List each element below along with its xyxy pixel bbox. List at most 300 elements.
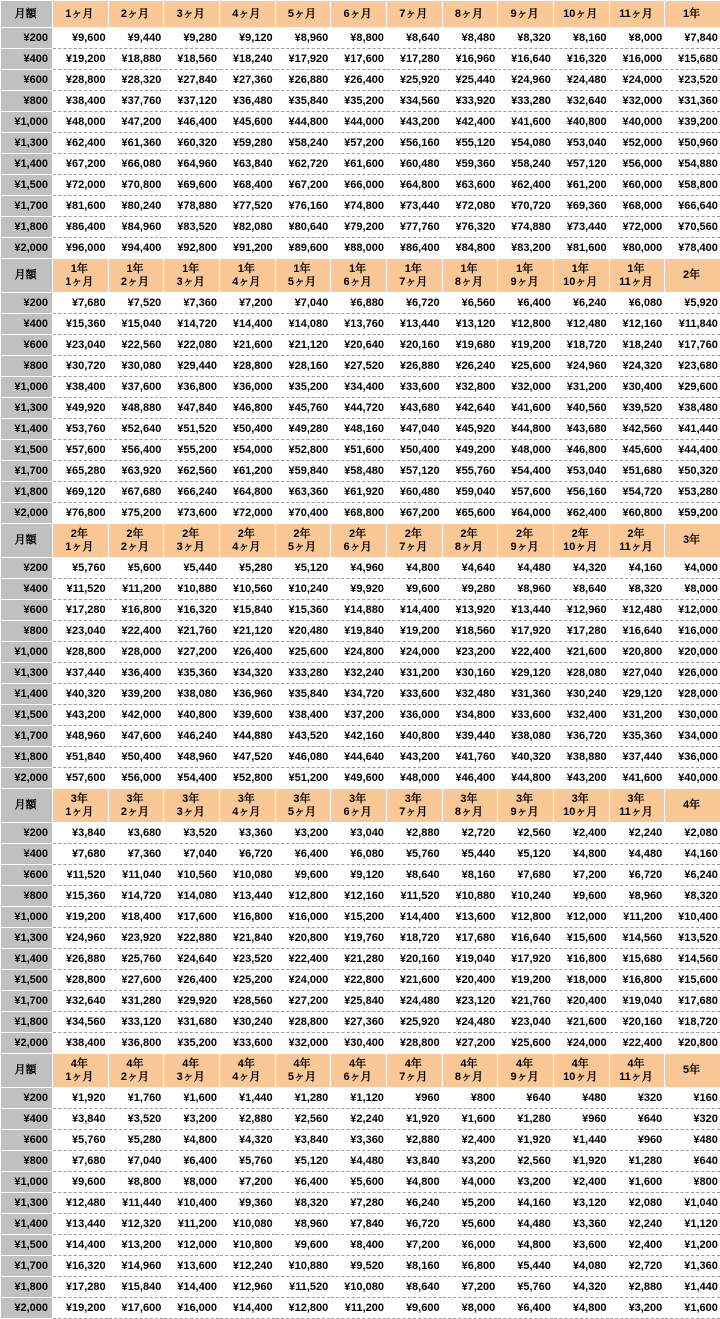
fee-cell: ¥25,920 [386,70,442,91]
period-header-line: 4年 [498,1058,551,1071]
period-header [108,259,164,293]
fee-cell: ¥39,520 [609,398,665,419]
fee-cell: ¥6,720 [609,865,665,886]
period-header-line: 5ヶ月 [276,1071,329,1084]
fee-cell: ¥45,600 [219,112,275,133]
table-row [1,1193,720,1214]
fee-cell: ¥4,320 [553,558,609,579]
fee-cell: ¥16,000 [275,907,331,928]
fee-cell: ¥72,000 [219,503,275,524]
fee-cell: ¥91,200 [219,238,275,259]
fee-cell: ¥13,520 [665,928,720,949]
period-header-line: 6ヶ月 [331,541,384,554]
fee-cell: ¥5,600 [331,1172,387,1193]
period-header [442,259,498,293]
fee-cell: ¥12,960 [219,1277,275,1298]
fee-cell: ¥11,520 [53,865,109,886]
fee-cell: ¥5,760 [53,1130,109,1151]
fee-cell: ¥4,320 [219,1130,275,1151]
monthly-amount-label: ¥600 [1,600,53,621]
fee-cell: ¥53,280 [665,482,720,503]
monthly-amount-label: ¥1,000 [1,112,53,133]
fee-cell: ¥21,600 [553,642,609,663]
fee-cell: ¥20,160 [386,335,442,356]
period-header [442,524,498,558]
fee-cell: ¥17,280 [553,621,609,642]
fee-cell: ¥1,920 [386,1109,442,1130]
fee-cell: ¥21,760 [164,621,220,642]
fee-cell: ¥12,320 [108,1214,164,1235]
fee-cell: ¥56,400 [108,440,164,461]
period-header-line: 8ヶ月 [443,1071,496,1084]
fee-cell: ¥10,560 [164,865,220,886]
fee-cell: ¥40,000 [609,112,665,133]
fee-cell: ¥43,200 [386,112,442,133]
fee-cell: ¥89,600 [275,238,331,259]
period-header-line: 9ヶ月 [498,1071,551,1084]
monthly-amount-label: ¥1,800 [1,1012,53,1033]
fee-cell: ¥5,440 [498,1256,554,1277]
fee-cell: ¥47,040 [386,419,442,440]
period-header [665,259,720,293]
period-header-line: 4年 [610,1058,663,1071]
fee-cell: ¥12,480 [609,600,665,621]
fee-cell: ¥24,000 [553,1033,609,1054]
fee-cell: ¥7,040 [275,293,331,314]
monthly-amount-label: ¥1,800 [1,217,53,238]
fee-cell: ¥31,200 [553,377,609,398]
monthly-amount-label: ¥400 [1,49,53,70]
fee-cell: ¥49,920 [53,398,109,419]
fee-cell: ¥2,560 [498,1151,554,1172]
period-header [498,789,554,823]
fee-cell: ¥10,880 [275,1256,331,1277]
fee-cell: ¥9,440 [108,28,164,49]
period-header-line: 1年 [220,263,273,276]
period-header-line: 3年 [554,793,607,806]
fee-cell: ¥5,760 [386,844,442,865]
fee-cell: ¥46,240 [164,726,220,747]
fee-cell: ¥640 [609,1109,665,1130]
fee-cell: ¥19,680 [442,335,498,356]
fee-cell: ¥7,040 [164,844,220,865]
fee-cell: ¥7,680 [53,293,109,314]
fee-cell: ¥14,400 [386,907,442,928]
fee-cell: ¥16,960 [442,49,498,70]
fee-cell: ¥43,520 [275,726,331,747]
fee-cell: ¥11,520 [275,1277,331,1298]
period-header-line: 10ヶ月 [554,8,607,21]
fee-cell: ¥44,000 [331,112,387,133]
fee-cell: ¥19,040 [609,991,665,1012]
fee-cell: ¥16,000 [665,621,720,642]
fee-cell: ¥8,160 [553,28,609,49]
monthly-amount-label: ¥1,500 [1,1235,53,1256]
table-row [1,747,720,768]
fee-cell: ¥83,200 [498,238,554,259]
period-header [386,259,442,293]
fee-cell: ¥3,360 [331,1130,387,1151]
period-header [219,524,275,558]
period-header-line: 2ヶ月 [109,541,162,554]
fee-cell: ¥23,520 [219,949,275,970]
fee-cell: ¥25,440 [442,70,498,91]
fee-cell: ¥9,360 [219,1193,275,1214]
monthly-amount-label: ¥2,000 [1,1298,53,1319]
period-header [53,1054,109,1088]
period-header [665,1,720,28]
period-header-line: 4年 [554,1058,607,1071]
fee-cell: ¥76,800 [53,503,109,524]
fee-cell: ¥12,800 [498,314,554,335]
fee-cell: ¥23,200 [442,642,498,663]
fee-cell: ¥50,400 [108,747,164,768]
period-header-line: 1年 [276,263,329,276]
period-header [609,789,665,823]
header-row [1,259,720,293]
fee-cell: ¥16,000 [609,49,665,70]
period-header-line: 11ヶ月 [610,541,663,554]
fee-cell: ¥42,400 [442,112,498,133]
fee-cell: ¥2,240 [331,1109,387,1130]
fee-cell: ¥2,880 [219,1109,275,1130]
period-header [553,1,609,28]
table-row [1,1256,720,1277]
fee-cell: ¥8,960 [275,28,331,49]
fee-cell: ¥17,920 [275,49,331,70]
period-header-line: 3年 [220,793,273,806]
fee-cell: ¥43,200 [553,768,609,789]
period-header-line: 3年 [665,534,718,547]
monthly-amount-label: ¥1,400 [1,154,53,175]
header-row [1,1054,720,1088]
fee-cell: ¥23,520 [665,70,720,91]
monthly-amount-label: ¥400 [1,844,53,865]
fee-cell: ¥3,360 [553,1214,609,1235]
fee-cell: ¥15,680 [665,49,720,70]
corner-label: 月額 [1,1054,53,1088]
table-row [1,684,720,705]
fee-cell: ¥58,800 [665,175,720,196]
period-header [275,789,331,823]
fee-cell: ¥39,440 [442,726,498,747]
fee-cell: ¥14,400 [53,1235,109,1256]
period-header-line: 3ヶ月 [164,276,217,289]
fee-cell: ¥34,720 [331,684,387,705]
fee-cell: ¥39,200 [665,112,720,133]
fee-cell: ¥54,400 [164,768,220,789]
fee-cell: ¥80,240 [108,196,164,217]
fee-cell: ¥5,920 [665,293,720,314]
period-header-line: 10ヶ月 [554,276,607,289]
period-header-line: 8ヶ月 [443,276,496,289]
period-header-line: 2年 [109,528,162,541]
corner-label: 月額 [1,259,53,293]
fee-cell: ¥11,200 [609,907,665,928]
fee-cell: ¥58,240 [498,154,554,175]
period-header-line: 5年 [665,1064,718,1077]
monthly-amount-label: ¥800 [1,91,53,112]
fee-cell: ¥8,960 [275,1214,331,1235]
table-row [1,928,720,949]
fee-cell: ¥54,880 [665,154,720,175]
table-row [1,1012,720,1033]
fee-cell: ¥22,400 [275,949,331,970]
monthly-amount-label: ¥1,700 [1,461,53,482]
table-row [1,398,720,419]
fee-cell: ¥72,000 [53,175,109,196]
corner-label: 月額 [1,524,53,558]
period-header-line: 4年 [164,1058,217,1071]
fee-cell: ¥74,880 [498,217,554,238]
fee-cell: ¥26,400 [331,70,387,91]
fee-cell: ¥4,800 [553,1298,609,1319]
table-row [1,461,720,482]
table-row [1,705,720,726]
period-header [665,1054,720,1088]
period-header-line: 1ヶ月 [53,276,106,289]
fee-cell: ¥36,480 [219,91,275,112]
fee-cell: ¥4,800 [553,844,609,865]
table-row [1,70,720,91]
fee-cell: ¥53,040 [553,461,609,482]
fee-cell: ¥36,400 [108,663,164,684]
fee-cell: ¥17,600 [331,49,387,70]
table-row [1,579,720,600]
fee-cell: ¥41,440 [665,419,720,440]
fee-cell: ¥21,600 [219,335,275,356]
fee-cell: ¥77,760 [386,217,442,238]
fee-cell: ¥9,120 [219,28,275,49]
fee-cell: ¥22,560 [108,335,164,356]
period-header-line: 1年 [665,8,718,21]
table-row [1,991,720,1012]
monthly-amount-label: ¥400 [1,579,53,600]
fee-cell: ¥7,200 [219,1172,275,1193]
fee-cell: ¥2,720 [609,1256,665,1277]
monthly-amount-label: ¥800 [1,621,53,642]
fee-cell: ¥5,440 [164,558,220,579]
fee-cell: ¥7,840 [331,1214,387,1235]
fee-cell: ¥57,200 [331,133,387,154]
monthly-amount-label: ¥2,000 [1,238,53,259]
fee-cell: ¥9,600 [275,1235,331,1256]
fee-cell: ¥320 [609,1088,665,1109]
fee-cell: ¥50,400 [219,419,275,440]
period-header [219,1,275,28]
period-header-line: 4年 [387,1058,440,1071]
fee-cell: ¥34,320 [219,663,275,684]
fee-cell: ¥43,200 [53,705,109,726]
fee-cell: ¥32,240 [331,663,387,684]
fee-cell: ¥62,400 [498,175,554,196]
fee-cell: ¥39,200 [108,684,164,705]
fee-cell: ¥8,000 [609,28,665,49]
fee-cell: ¥58,240 [275,133,331,154]
period-header [53,789,109,823]
fee-cell: ¥52,800 [275,440,331,461]
period-header-line: 6ヶ月 [331,806,384,819]
fee-cell: ¥10,080 [219,1214,275,1235]
fee-cell: ¥10,400 [164,1193,220,1214]
fee-cell: ¥13,200 [108,1235,164,1256]
fee-cell: ¥1,120 [331,1088,387,1109]
fee-cell: ¥29,120 [498,663,554,684]
fee-cell: ¥55,120 [442,133,498,154]
table-row [1,1172,720,1193]
period-header [164,789,220,823]
fee-cell: ¥49,200 [442,440,498,461]
fee-cell: ¥22,080 [164,335,220,356]
fee-cell: ¥46,400 [442,768,498,789]
fee-cell: ¥57,120 [553,154,609,175]
fee-cell: ¥9,920 [331,579,387,600]
monthly-amount-label: ¥2,000 [1,768,53,789]
fee-cell: ¥41,600 [498,398,554,419]
fee-cell: ¥38,400 [53,1033,109,1054]
fee-cell: ¥34,560 [53,1012,109,1033]
fee-cell: ¥18,240 [219,49,275,70]
fee-cell: ¥41,600 [609,768,665,789]
fee-cell: ¥48,000 [386,768,442,789]
fee-cell: ¥3,200 [164,1109,220,1130]
fee-cell: ¥36,000 [665,747,720,768]
fee-cell: ¥11,840 [665,314,720,335]
monthly-amount-label: ¥1,800 [1,482,53,503]
fee-cell: ¥16,640 [609,621,665,642]
period-header-line: 4ヶ月 [220,1071,273,1084]
fee-cell: ¥14,720 [164,314,220,335]
fee-cell: ¥38,400 [275,705,331,726]
corner-label: 月額 [1,789,53,823]
fee-cell: ¥14,560 [665,949,720,970]
fee-cell: ¥57,600 [498,482,554,503]
period-header-line: 5ヶ月 [276,276,329,289]
fee-cell: ¥5,200 [442,1193,498,1214]
fee-cell: ¥28,800 [275,1012,331,1033]
fee-cell: ¥40,560 [553,398,609,419]
fee-cell: ¥21,120 [219,621,275,642]
fee-cell: ¥30,400 [331,1033,387,1054]
fee-cell: ¥61,200 [219,461,275,482]
fee-cell: ¥320 [665,1109,720,1130]
fee-cell: ¥66,080 [108,154,164,175]
fee-cell: ¥3,680 [108,823,164,844]
fee-cell: ¥4,160 [498,1193,554,1214]
monthly-amount-label: ¥1,500 [1,175,53,196]
fee-cell: ¥13,440 [53,1214,109,1235]
fee-cell: ¥4,480 [331,1151,387,1172]
table-row [1,356,720,377]
fee-cell: ¥58,480 [331,461,387,482]
monthly-amount-label: ¥1,500 [1,970,53,991]
period-header-line: 1年 [387,263,440,276]
monthly-amount-label: ¥1,700 [1,726,53,747]
fee-cell: ¥9,280 [442,579,498,600]
period-header-line: 2年 [443,528,496,541]
fee-cell: ¥60,000 [609,175,665,196]
fee-cell: ¥4,480 [498,1214,554,1235]
period-header [164,1054,220,1088]
fee-cell: ¥42,640 [442,398,498,419]
fee-cell: ¥3,840 [53,1109,109,1130]
fee-cell: ¥15,360 [275,600,331,621]
period-header-line: 4年 [53,1058,106,1071]
fee-cell: ¥62,400 [553,503,609,524]
period-header [331,1054,387,1088]
period-header-line: 1ヶ月 [53,8,106,21]
monthly-amount-label: ¥1,700 [1,991,53,1012]
fee-cell: ¥65,600 [442,503,498,524]
fee-cell: ¥28,800 [219,356,275,377]
table-row [1,440,720,461]
fee-cell: ¥19,840 [331,621,387,642]
fee-cell: ¥30,160 [442,663,498,684]
fee-cell: ¥38,080 [164,684,220,705]
fee-cell: ¥20,160 [386,949,442,970]
fee-cell: ¥35,200 [275,377,331,398]
monthly-amount-label: ¥600 [1,70,53,91]
period-header-line: 1年 [109,263,162,276]
fee-cell: ¥40,320 [53,684,109,705]
period-header [108,524,164,558]
fee-cell: ¥20,640 [331,335,387,356]
fee-cell: ¥3,840 [275,1130,331,1151]
fee-cell: ¥59,280 [219,133,275,154]
fee-cell: ¥13,760 [331,314,387,335]
fee-cell: ¥26,880 [53,949,109,970]
fee-cell: ¥24,960 [553,356,609,377]
fee-cell: ¥30,000 [665,705,720,726]
fee-cell: ¥21,840 [219,928,275,949]
fee-cell: ¥92,800 [164,238,220,259]
fee-cell: ¥32,640 [53,991,109,1012]
fee-cell: ¥14,400 [219,1298,275,1319]
fee-cell: ¥74,800 [331,196,387,217]
fee-cell: ¥33,600 [498,705,554,726]
period-header-line: 1年 [443,263,496,276]
fee-cell: ¥1,920 [53,1088,109,1109]
fee-cell: ¥48,960 [53,726,109,747]
monthly-amount-label: ¥600 [1,1130,53,1151]
period-header-line: 3年 [53,793,106,806]
fee-cell: ¥27,200 [442,1033,498,1054]
fee-cell: ¥4,160 [609,558,665,579]
monthly-amount-label: ¥1,000 [1,642,53,663]
fee-cell: ¥75,200 [108,503,164,524]
period-header [442,1,498,28]
fee-cell: ¥37,760 [108,91,164,112]
period-header-line: 3ヶ月 [164,541,217,554]
fee-cell: ¥47,840 [164,398,220,419]
fee-cell: ¥73,440 [553,217,609,238]
fee-cell: ¥66,240 [164,482,220,503]
fee-cell: ¥32,000 [609,91,665,112]
fee-cell: ¥15,680 [609,949,665,970]
fee-cell: ¥61,600 [331,154,387,175]
fee-cell: ¥20,160 [609,1012,665,1033]
table-row [1,419,720,440]
fee-cell: ¥960 [386,1088,442,1109]
fee-cell: ¥12,000 [665,600,720,621]
fee-cell: ¥8,800 [108,1172,164,1193]
period-header-line: 2年 [53,528,106,541]
period-header-line: 8ヶ月 [443,541,496,554]
fee-cell: ¥19,200 [498,335,554,356]
fee-cell: ¥47,520 [219,747,275,768]
fee-cell: ¥17,760 [665,335,720,356]
fee-cell: ¥8,320 [609,579,665,600]
